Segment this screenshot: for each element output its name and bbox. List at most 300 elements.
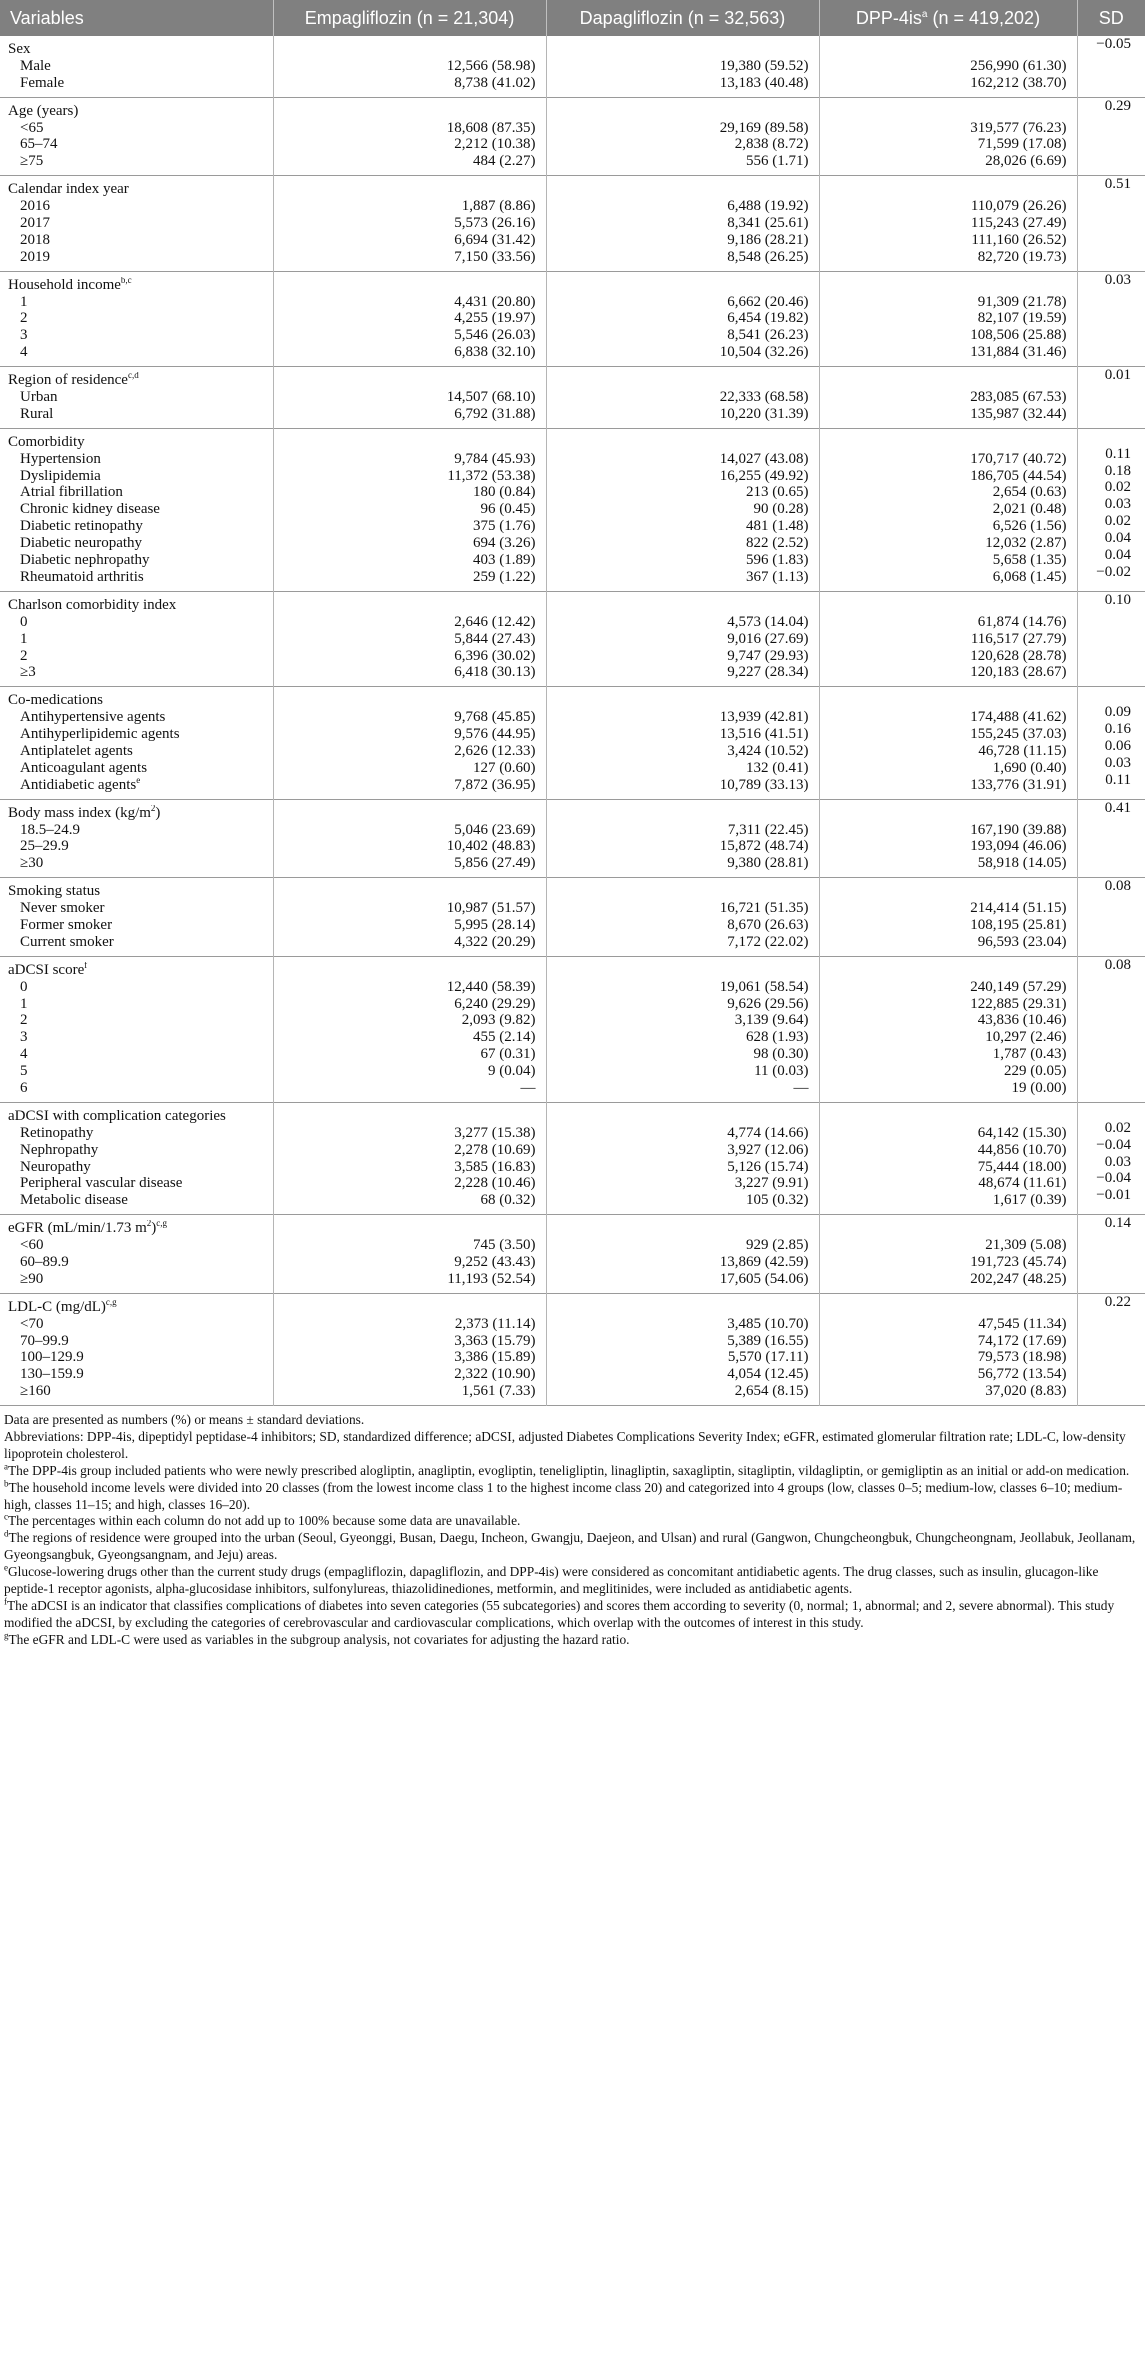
row-label <box>0 1175 273 1192</box>
group-title-spacer <box>547 1220 819 1237</box>
row-label <box>0 822 273 839</box>
empagliflozin-cell <box>273 1293 546 1405</box>
value-p: 193,094 (46.06) <box>970 838 1067 855</box>
group-title-spacer <box>274 883 546 900</box>
header-empagliflozin: Empagliflozin (n = 21,304) <box>273 0 546 36</box>
table-footnotes <box>0 1406 1145 1649</box>
value-p: 75,444 (18.00) <box>977 1158 1067 1175</box>
value-d: 10,504 (32.26) <box>719 344 809 361</box>
value-d: 7,172 (22.02) <box>727 933 809 950</box>
value-p: 162,212 (38.70) <box>970 74 1067 91</box>
variable-group <box>0 271 1145 366</box>
row-label <box>0 917 273 934</box>
footnote-text: The household income levels were divided into 20 classes (from the lowest income class 1 to the highest income class 20) and categorized into 4 groups (low, classes 0–5; medium-low, classes 6–10; medium-high, classes 11–15; and high, classes 16–20). <box>4 1479 1123 1512</box>
footnote-text: The DPP-4is group included patients who were newly prescribed alogliptin, anagliptin, evogliptin, teneligliptin, linagliptin, saxagliptin, sitagliptin, vildagliptin, or gemigliptin as an initial or add-on medication. <box>8 1462 1130 1478</box>
value-d: 11 (0.03) <box>754 1063 809 1080</box>
row-label-text: <70 <box>20 1315 44 1332</box>
value-d: 9,380 (28.81) <box>727 855 809 872</box>
sd-cell <box>1077 1293 1145 1405</box>
group-title-footnote-mark: f <box>84 961 88 970</box>
group-title-spacer <box>547 692 819 709</box>
row-label <box>0 664 273 681</box>
dpp4is-cell <box>819 687 1077 799</box>
row-label-text: 60–89.9 <box>20 1254 69 1270</box>
header-variables: Variables <box>0 0 273 36</box>
value-p: 58,918 (14.05) <box>977 855 1067 872</box>
value-d: 14,027 (43.08) <box>719 450 809 467</box>
table-row <box>0 799 1145 878</box>
value-p: 131,884 (31.46) <box>970 344 1067 361</box>
group-title-text: Age (years) <box>8 102 79 119</box>
value-p: 5,658 (1.35) <box>992 552 1067 569</box>
row-label <box>0 120 273 137</box>
table-row <box>0 687 1145 799</box>
value-e: 9,768 (45.85) <box>454 709 536 726</box>
footnote-mark: e <box>4 1562 8 1573</box>
variable-group <box>0 1102 1145 1214</box>
value-d: 105 (0.32) <box>746 1192 809 1209</box>
empagliflozin-cell <box>273 97 546 176</box>
dpp4is-cell <box>819 878 1077 957</box>
group-title-spacer <box>820 1220 1077 1237</box>
table-row <box>0 36 1145 97</box>
table-row <box>0 176 1145 271</box>
group-title-spacer <box>547 962 819 979</box>
value-d: 3,485 (10.70) <box>727 1315 809 1332</box>
row-label-text: Urban <box>20 389 58 406</box>
group-title <box>0 181 273 198</box>
row-sd-value: −0.02 <box>1096 563 1131 580</box>
group-title <box>0 277 273 294</box>
value-p: 174,488 (41.62) <box>970 709 1067 726</box>
row-sd-value <box>1078 1311 1138 1328</box>
value-e: 9,252 (43.43) <box>454 1254 536 1270</box>
group-title-spacer <box>547 597 819 614</box>
value-d: 5,570 (17.11) <box>727 1349 809 1366</box>
table-row <box>0 428 1145 591</box>
row-label <box>0 310 273 327</box>
row-label-text: Antidiabetic agents <box>20 776 137 793</box>
row-sd-value: −0.04 <box>1096 1136 1131 1153</box>
footnote-text: The percentages within each column do not add up to 100% because some data are unavailable. <box>8 1513 521 1529</box>
value-e: 14,507 (68.10) <box>446 389 536 406</box>
footnote-text: The regions of residence were grouped into the urban (Seoul, Gyeonggi, Busan, Daegu, Incheon, Gwangju, Daejeon, and Ulsan) and rural (Gangwon, Chungcheongbuk, Chungcheongnam, Jeollabuk, Jeollanam, Gyeongsangbuk, Gyeongsangnam, and Jeju) areas. <box>4 1530 1136 1563</box>
row-sd-value: 0.06 <box>1104 737 1131 754</box>
footnote <box>4 1429 1141 1463</box>
table-row <box>0 271 1145 366</box>
value-d: 22,333 (68.58) <box>719 389 809 406</box>
group-title-spacer <box>547 434 819 451</box>
value-p: 108,506 (25.88) <box>970 327 1067 344</box>
value-e: 127 (0.60) <box>473 759 536 776</box>
group-title <box>0 692 273 709</box>
row-label <box>0 153 273 170</box>
variable-group <box>0 367 1145 429</box>
value-e: 694 (3.26) <box>473 535 536 552</box>
row-sd-value: 0.04 <box>1104 547 1131 564</box>
table-row <box>0 97 1145 176</box>
value-e: 6,792 (31.88) <box>454 405 536 422</box>
group-sd-value: 0.14 <box>1104 1215 1131 1232</box>
value-e: 375 (1.76) <box>473 518 536 535</box>
value-d: 13,516 (41.51) <box>719 726 809 743</box>
value-p: 186,705 (44.54) <box>970 467 1067 484</box>
footnote-mark: b <box>4 1478 9 1489</box>
value-d: 6,488 (19.92) <box>727 198 809 215</box>
group-sd-value: 0.01 <box>1104 367 1131 384</box>
group-title-spacer <box>274 1299 546 1316</box>
value-p: 202,247 (48.25) <box>970 1270 1067 1287</box>
group-title-spacer <box>274 962 546 979</box>
group-title-spacer <box>274 41 546 58</box>
variables-cell <box>0 367 273 429</box>
value-d: 8,548 (26.25) <box>727 248 809 265</box>
value-e: 12,566 (58.98) <box>446 57 536 74</box>
value-d: 213 (0.65) <box>746 484 809 501</box>
row-sd-value <box>1078 895 1138 912</box>
table-row <box>0 367 1145 429</box>
group-sd-value <box>1078 429 1138 446</box>
row-label-text: 4 <box>20 1046 28 1063</box>
value-e: 10,402 (48.83) <box>446 838 536 855</box>
row-sd-value <box>1078 833 1138 850</box>
row-sd-value <box>1078 912 1138 929</box>
value-d: 98 (0.30) <box>753 1046 809 1063</box>
row-sd-value: 0.02 <box>1104 479 1131 496</box>
row-label <box>0 327 273 344</box>
dapagliflozin-cell <box>546 97 819 176</box>
value-e: 5,844 (27.43) <box>454 630 536 647</box>
row-label-text: 2016 <box>20 198 50 215</box>
dapagliflozin-cell <box>546 956 819 1102</box>
row-label-text: 4 <box>20 344 28 361</box>
value-d: 8,341 (25.61) <box>727 215 809 232</box>
variables-cell <box>0 271 273 366</box>
group-title-spacer <box>547 103 819 120</box>
row-sd-value <box>1078 1075 1138 1092</box>
value-p: 283,085 (67.53) <box>970 389 1067 406</box>
group-sd-value: 0.08 <box>1104 878 1131 895</box>
row-sd-value <box>1078 817 1138 834</box>
row-label-text: 100–129.9 <box>20 1349 84 1366</box>
value-e: 6,418 (30.13) <box>454 664 536 681</box>
row-label-text: 1 <box>20 995 28 1012</box>
value-e: 5,856 (27.49) <box>454 855 536 872</box>
group-sd-value: 0.03 <box>1104 271 1131 288</box>
value-e: 11,193 (52.54) <box>447 1270 536 1287</box>
value-p: 2,021 (0.48) <box>992 501 1067 518</box>
dapagliflozin-cell <box>546 176 819 271</box>
value-d: 929 (2.85) <box>746 1237 809 1254</box>
header-dpp4is <box>819 0 1077 36</box>
row-label-text: 5 <box>20 1063 28 1080</box>
value-e: 9,576 (44.95) <box>454 726 536 743</box>
value-d: 6,454 (19.82) <box>727 310 809 327</box>
group-title-spacer <box>274 103 546 120</box>
value-e: 7,150 (33.56) <box>454 248 536 265</box>
row-label <box>0 743 273 760</box>
group-title-text: Calendar index year <box>8 181 129 198</box>
group-sd-value: 0.41 <box>1104 799 1131 816</box>
value-e: 455 (2.14) <box>473 1029 536 1046</box>
row-label-text: <65 <box>20 119 44 136</box>
row-sd-value: 0.02 <box>1104 1119 1131 1136</box>
row-sd-value <box>1078 1344 1138 1361</box>
group-title-spacer <box>820 692 1077 709</box>
row-label <box>0 451 273 468</box>
row-label-text: ≥30 <box>20 855 44 872</box>
row-label-text: 0 <box>20 978 28 995</box>
row-sd-value <box>1078 974 1138 991</box>
value-p: 2,654 (0.63) <box>992 484 1067 501</box>
group-title-footnote-mark: c,g <box>105 1298 117 1307</box>
value-d: 9,747 (29.93) <box>727 647 809 664</box>
row-label <box>0 1159 273 1176</box>
row-label-text: 2018 <box>20 231 50 248</box>
value-d: 10,220 (31.39) <box>719 405 809 422</box>
value-e: 484 (2.27) <box>473 153 536 170</box>
sd-cell <box>1077 591 1145 686</box>
value-p: 6,526 (1.56) <box>992 518 1067 535</box>
row-label <box>0 136 273 153</box>
dpp4is-cell <box>819 956 1077 1102</box>
value-e: 2,228 (10.46) <box>454 1175 536 1192</box>
group-title <box>0 597 273 614</box>
dapagliflozin-cell <box>546 687 819 799</box>
value-e: 2,278 (10.69) <box>454 1141 536 1158</box>
value-p: 319,577 (76.23) <box>970 119 1067 136</box>
row-label <box>0 900 273 917</box>
variables-cell <box>0 956 273 1102</box>
value-d: 13,939 (42.81) <box>719 709 809 726</box>
row-sd-value <box>1078 148 1138 165</box>
row-sd-value <box>1078 1232 1138 1249</box>
value-p: 74,172 (17.69) <box>977 1332 1067 1349</box>
row-sd-value <box>1078 609 1138 626</box>
row-label-text: 2017 <box>20 215 50 232</box>
value-d: 13,869 (42.59) <box>719 1254 809 1270</box>
row-label <box>0 1237 273 1254</box>
value-e: 7,872 (36.95) <box>454 776 536 793</box>
row-label-text: Metabolic disease <box>20 1192 128 1209</box>
row-label-text: 65–74 <box>20 136 58 153</box>
dapagliflozin-cell <box>546 799 819 878</box>
row-sd-value <box>1078 1024 1138 1041</box>
row-sd-value <box>1078 643 1138 660</box>
row-sd-value: 0.03 <box>1104 754 1131 771</box>
dpp4is-cell <box>819 97 1077 176</box>
value-p: 1,787 (0.43) <box>992 1046 1067 1063</box>
footnote <box>4 1480 1141 1514</box>
value-d: 367 (1.13) <box>746 568 809 585</box>
value-e: 6,240 (29.29) <box>454 995 536 1012</box>
group-title-spacer <box>820 41 1077 58</box>
variable-group <box>0 878 1145 957</box>
row-label <box>0 726 273 743</box>
dapagliflozin-cell <box>546 878 819 957</box>
group-title <box>0 41 273 58</box>
empagliflozin-cell <box>273 687 546 799</box>
value-d: 19,061 (58.54) <box>719 978 809 995</box>
empagliflozin-cell <box>273 1215 546 1294</box>
group-title-footnote-mark: b,c <box>120 276 132 285</box>
row-label <box>0 215 273 232</box>
row-label-text: 2019 <box>20 248 50 265</box>
value-p: 115,243 (27.49) <box>970 215 1067 232</box>
row-sd-value: 0.03 <box>1104 1153 1131 1170</box>
group-title-spacer <box>820 103 1077 120</box>
row-label <box>0 249 273 266</box>
row-label-text: 1 <box>20 293 28 310</box>
row-label <box>0 1254 273 1271</box>
group-title <box>0 962 273 979</box>
value-e: 2,373 (11.14) <box>454 1315 536 1332</box>
table-row <box>0 1215 1145 1294</box>
value-d: 15,872 (48.74) <box>719 838 809 855</box>
sd-cell <box>1077 1215 1145 1294</box>
row-sd-value <box>1078 305 1138 322</box>
row-sd-value <box>1078 626 1138 643</box>
table-row <box>0 956 1145 1102</box>
row-label <box>0 344 273 361</box>
sd-cell <box>1077 878 1145 957</box>
empagliflozin-cell <box>273 367 546 429</box>
table-row <box>0 1102 1145 1214</box>
group-title-spacer <box>820 372 1077 389</box>
row-sd-value <box>1078 991 1138 1008</box>
row-sd-value: −0.01 <box>1096 1187 1131 1204</box>
variable-group <box>0 687 1145 799</box>
sd-cell <box>1077 36 1145 97</box>
variable-group <box>0 36 1145 97</box>
row-sd-value <box>1078 289 1138 306</box>
row-label-text: Chronic kidney disease <box>20 501 160 518</box>
row-label <box>0 535 273 552</box>
row-sd-value: 0.11 <box>1105 445 1131 462</box>
dapagliflozin-cell <box>546 1293 819 1405</box>
value-e: 18,608 (87.35) <box>446 119 536 136</box>
row-sd-value <box>1078 1058 1138 1075</box>
group-title-text: Body mass index (kg/m <box>8 804 151 821</box>
group-sd-value: 0.10 <box>1104 591 1131 608</box>
dpp4is-cell <box>819 799 1077 878</box>
value-d: 596 (1.83) <box>746 552 809 569</box>
row-sd-value: 0.11 <box>1105 771 1131 788</box>
value-e: 68 (0.32) <box>480 1192 536 1209</box>
sd-cell <box>1077 367 1145 429</box>
row-label <box>0 838 273 855</box>
group-title-spacer <box>274 692 546 709</box>
variable-group <box>0 1215 1145 1294</box>
row-label-text: 130–159.9 <box>20 1366 84 1383</box>
group-title-text: aDCSI score <box>8 961 85 978</box>
row-label-text: <60 <box>20 1237 44 1254</box>
sd-cell <box>1077 687 1145 799</box>
group-sd-value: 0.08 <box>1104 956 1131 973</box>
row-label <box>0 1349 273 1366</box>
value-p: 91,309 (21.78) <box>977 293 1067 310</box>
value-e: 3,277 (15.38) <box>454 1124 536 1141</box>
row-label <box>0 777 273 794</box>
group-title <box>0 805 273 822</box>
row-label-text: Never smoker <box>20 900 105 917</box>
empagliflozin-cell <box>273 878 546 957</box>
row-label <box>0 58 273 75</box>
value-d: 3,227 (9.91) <box>734 1175 809 1192</box>
value-e: 5,046 (23.69) <box>454 821 536 838</box>
footnote-text: Abbreviations: DPP-4is, dipeptidyl peptidase-4 inhibitors; SD, standardized difference; aDCSI, adjusted Diabetes Complications Severity Index; eGFR, estimated glomerular filtration rate; LDL-C, low-density lipoprotein cholesterol. <box>4 1428 1126 1461</box>
group-title <box>0 103 273 120</box>
group-title-text: Comorbidity <box>8 433 85 450</box>
group-title-spacer <box>820 597 1077 614</box>
row-label-text: 3 <box>20 327 28 344</box>
value-p: 56,772 (13.54) <box>977 1366 1067 1383</box>
group-title-superscript: 2 <box>150 804 156 813</box>
value-e: 6,838 (32.10) <box>454 344 536 361</box>
row-label-text: Current smoker <box>20 933 114 950</box>
sd-cell <box>1077 799 1145 878</box>
row-label-text: 2 <box>20 310 28 327</box>
value-p: 122,885 (29.31) <box>970 995 1067 1012</box>
value-p: 256,990 (61.30) <box>970 57 1067 74</box>
variables-cell <box>0 176 273 271</box>
group-sd-value: 0.29 <box>1104 97 1131 114</box>
value-e: 2,212 (10.38) <box>454 136 536 153</box>
footnote <box>4 1598 1141 1632</box>
group-title-spacer <box>547 41 819 58</box>
group-title-text: aDCSI with complication categories <box>8 1107 226 1124</box>
group-title-spacer <box>274 597 546 614</box>
value-e: 2,093 (9.82) <box>461 1012 536 1029</box>
dpp4is-cell <box>819 176 1077 271</box>
value-p: 61,874 (14.76) <box>977 613 1067 630</box>
value-e: 3,585 (16.83) <box>454 1158 536 1175</box>
value-d: 9,626 (29.56) <box>727 995 809 1012</box>
row-label-text: Antihypertensive agents <box>20 709 166 726</box>
row-label-text: 3 <box>20 1029 28 1046</box>
row-label <box>0 614 273 631</box>
row-label <box>0 1029 273 1046</box>
value-d: 5,389 (16.55) <box>727 1332 809 1349</box>
row-label <box>0 294 273 311</box>
value-e: 2,626 (12.33) <box>454 742 536 759</box>
group-title-text: LDL-C (mg/dL) <box>8 1298 106 1315</box>
group-title-spacer <box>547 277 819 294</box>
value-p: 167,190 (39.88) <box>970 821 1067 838</box>
group-title-text: Region of residence <box>8 372 128 389</box>
header-dpp4is-n: (n = 419,202) <box>927 7 1041 28</box>
group-title-text: eGFR (mL/min/1.73 m <box>8 1220 147 1237</box>
dapagliflozin-cell <box>546 36 819 97</box>
group-title-spacer <box>547 805 819 822</box>
group-title-spacer <box>547 1108 819 1125</box>
row-label-text: 2 <box>20 1012 28 1029</box>
empagliflozin-cell <box>273 956 546 1102</box>
row-label <box>0 75 273 92</box>
value-d: 481 (1.48) <box>746 518 809 535</box>
group-title-spacer <box>820 277 1077 294</box>
row-sd-value: 0.16 <box>1104 721 1131 738</box>
value-e: 9,784 (45.93) <box>454 450 536 467</box>
value-p: 12,032 (2.87) <box>985 535 1067 552</box>
row-sd-value <box>1078 1249 1138 1266</box>
row-sd-value <box>1078 1361 1138 1378</box>
footnote-mark: g <box>4 1630 9 1641</box>
empagliflozin-cell <box>273 1102 546 1214</box>
dpp4is-cell <box>819 1102 1077 1214</box>
value-e: 9 (0.04) <box>488 1063 536 1080</box>
row-label <box>0 996 273 1013</box>
